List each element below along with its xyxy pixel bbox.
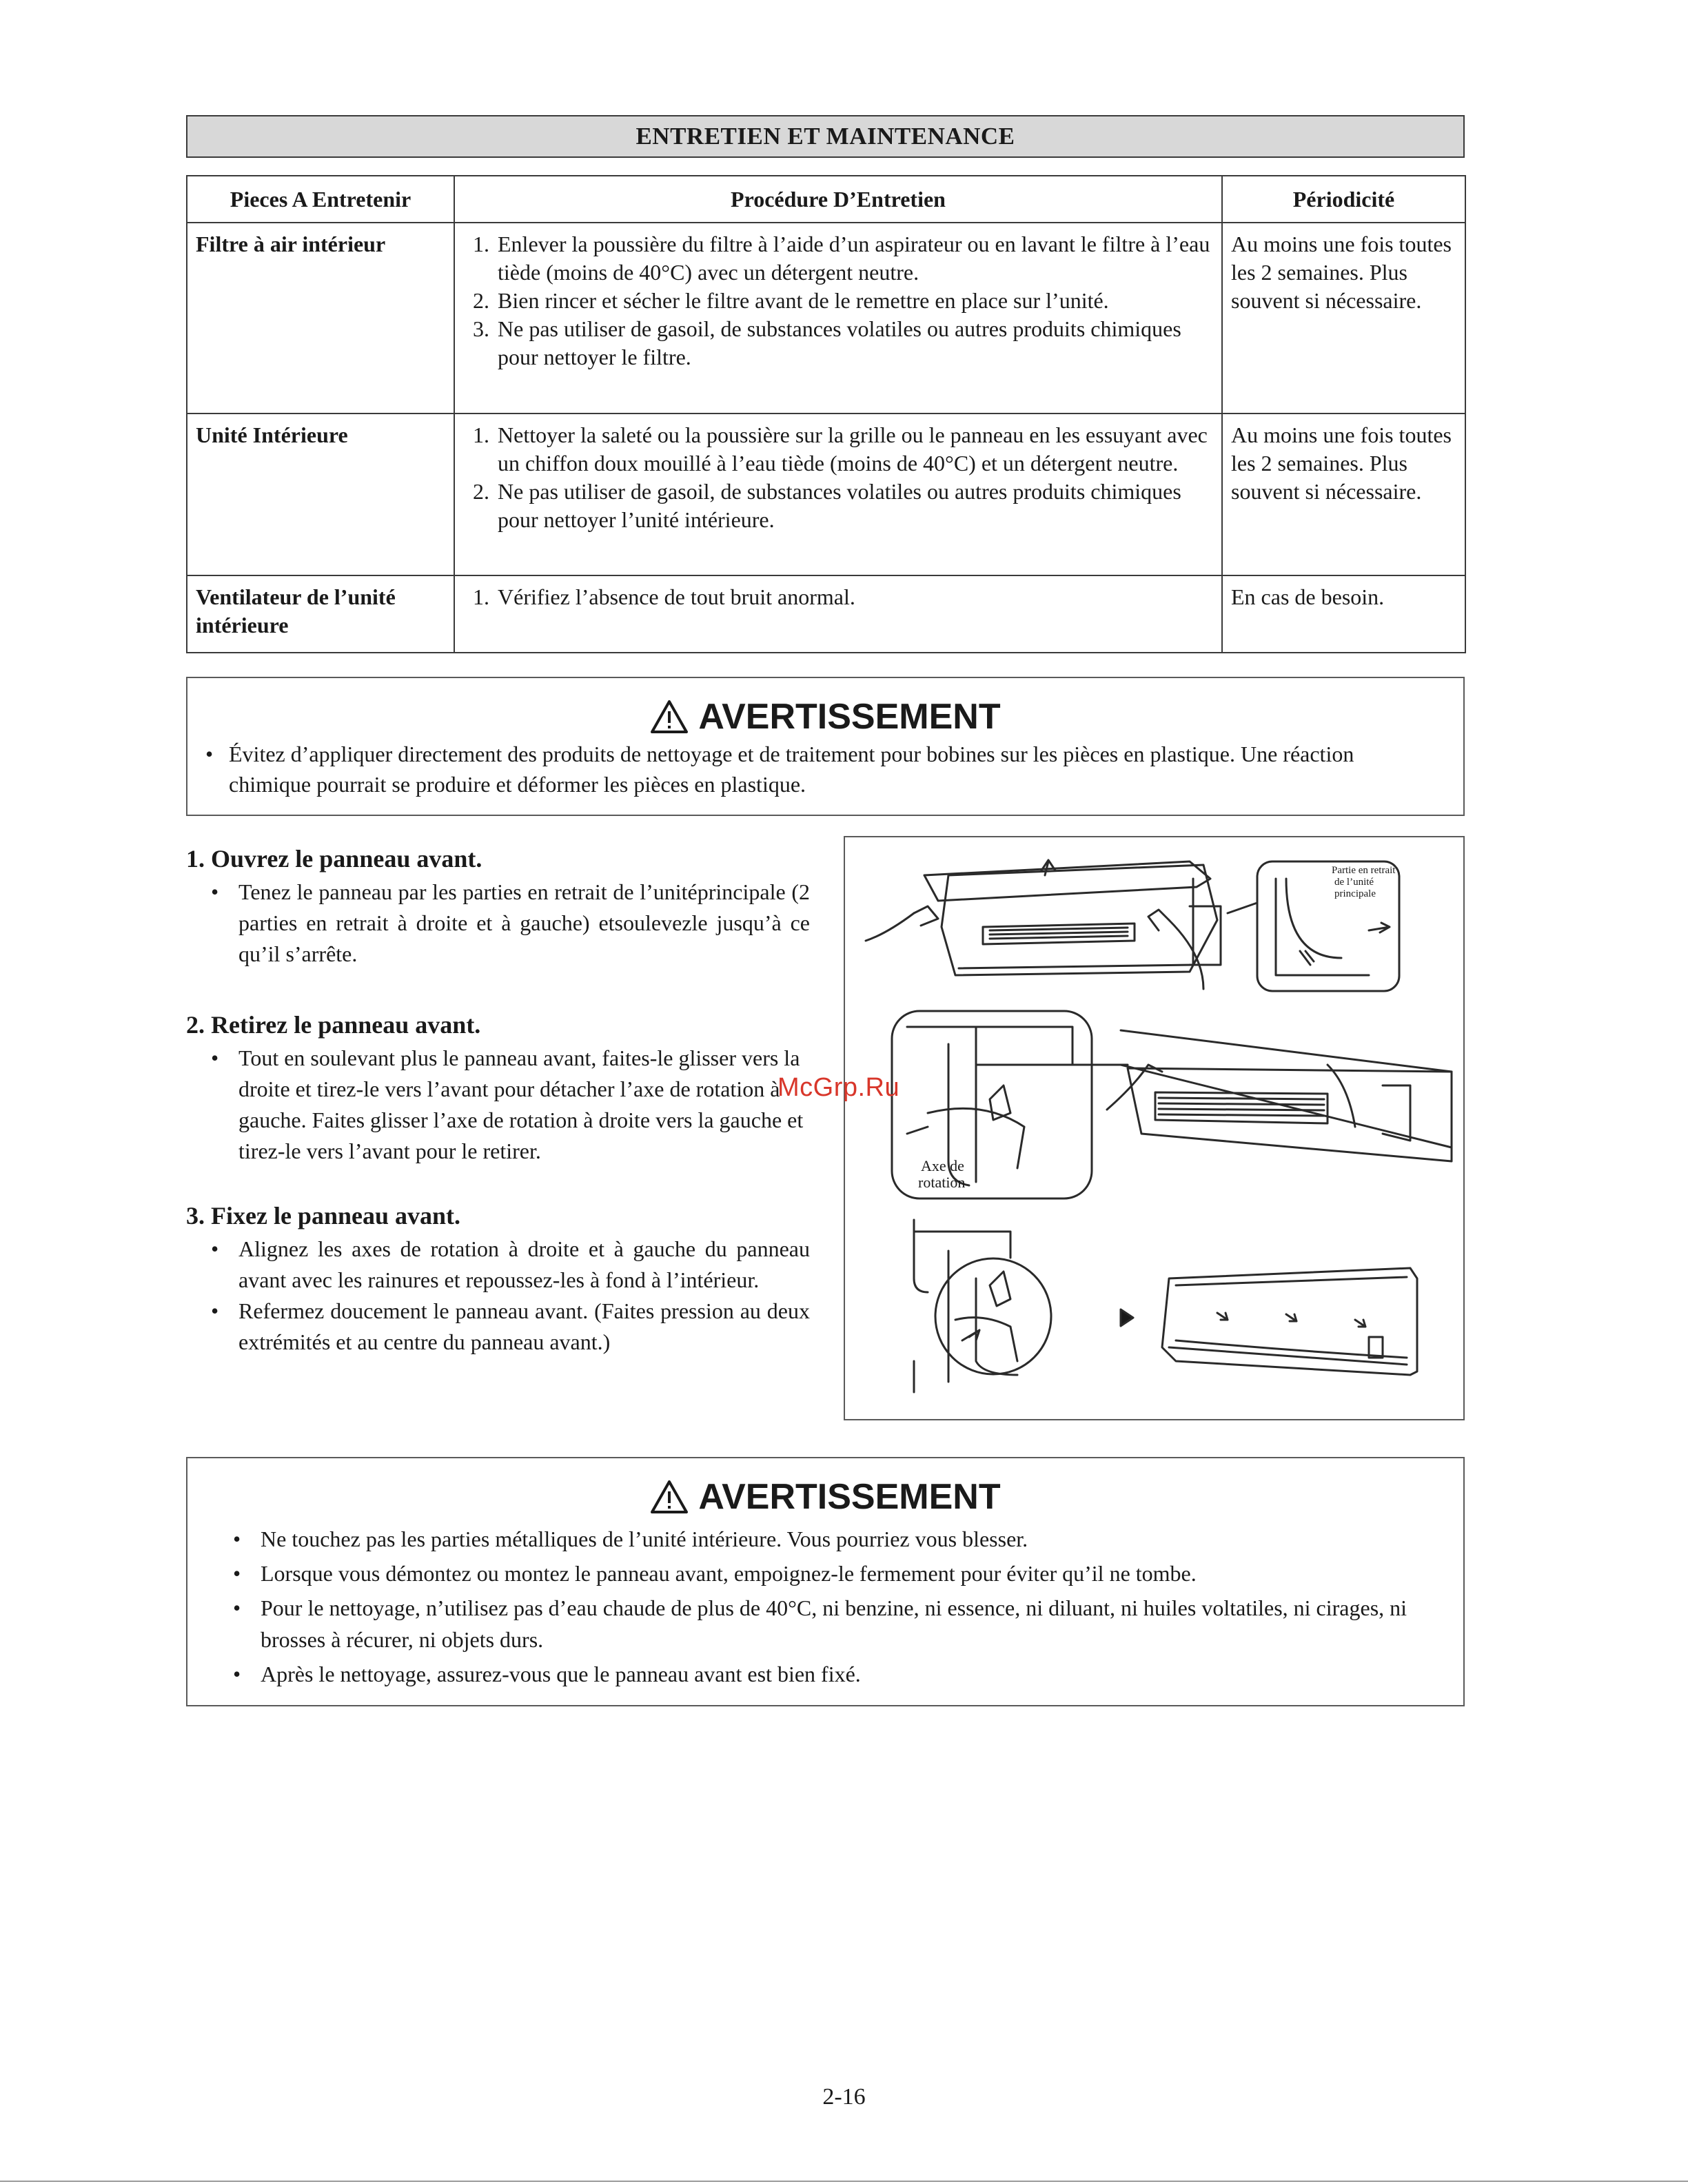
step-1 [186, 844, 810, 970]
row-part: Filtre à air intérieur [187, 223, 454, 414]
axis-label-line1: Axe de [921, 1157, 964, 1174]
warning-title [187, 696, 1463, 737]
row-part: Unité Intérieure [187, 414, 454, 575]
illustration-box [844, 836, 1465, 1420]
page-number: 2-16 [822, 2084, 866, 2110]
warning-item: • Lorsque vous démontez ou montez le panneau avant, empoignez-le fermement pour éviter qu’il ne tombe. [187, 1558, 1422, 1589]
step-heading: 2. Retirez le panneau avant. [186, 1011, 481, 1039]
row-part: Ventilateur de l’unité intérieure [187, 575, 454, 653]
row-period: Au moins une fois toutes les 2 semaines. Plus souvent si nécessaire. [1222, 223, 1465, 414]
row-procedure [454, 414, 1222, 575]
column-header-parts: Pieces A Entretenir [187, 176, 454, 223]
warning-title [187, 1476, 1463, 1518]
axis-label-line2: rotation [918, 1174, 966, 1191]
step-heading: 3. Fixez le panneau avant. [186, 1202, 461, 1229]
bottom-divider [0, 2181, 1688, 2182]
column-header-periodicity: Périodicité [1222, 176, 1465, 223]
procedure-step: 1. Nettoyer la saleté ou la poussière sur la grille ou le panneau en les essuyant avec un chiffon doux mouillé à l’eau tiède (moins de 40°C) et un détergent neutre. [495, 421, 1213, 478]
warning-item: • Pour le nettoyage, n’utilisez pas d’eau chaude de plus de 40°C, ni benzine, ni essence, ni diluant, ni huiles voltatiles, ni cirages, ni brosses à récurer, ni objets durs. [187, 1592, 1422, 1655]
panel-illustration [845, 837, 1463, 1419]
figure-fix-panel [914, 1220, 1417, 1392]
warning-box [186, 1457, 1465, 1706]
warning-title-text: AVERTISSEMENT [698, 697, 1001, 737]
callout-label-line2: de l’unité [1334, 877, 1374, 888]
table-row [187, 223, 1465, 414]
step-bullet: • Refermez doucement le panneau avant. (Faites pression au deux extrémités et au centre du panneau avant.) [186, 1296, 810, 1358]
warning-box [186, 677, 1465, 816]
procedure-step: 3. Ne pas utiliser de gasoil, de substances volatiles ou autres produits chimiques pour nettoyer le filtre. [495, 315, 1213, 371]
procedure-step: 2. Ne pas utiliser de gasoil, de substances volatiles ou autres produits chimiques pour nettoyer l’unité intérieure. [495, 478, 1213, 534]
procedure-step: 1. Enlever la poussière du filtre à l’aide d’un aspirateur ou en lavant le filtre à l’eau tiède (moins de 40°C) avec un détergent neutre. [495, 230, 1213, 287]
row-procedure [454, 223, 1222, 414]
step-bullet: • Alignez les axes de rotation à droite et à gauche du panneau avant avec les rainures et repoussez-les à fond à l’intérieur. [186, 1234, 810, 1296]
step-3 [186, 1201, 810, 1358]
row-procedure [454, 575, 1222, 653]
row-period: Au moins une fois toutes les 2 semaines. Plus souvent si nécessaire. [1222, 414, 1465, 575]
warning-item: • Ne touchez pas les parties métalliques de l’unité intérieure. Vous pourriez vous blesser. [187, 1523, 1422, 1555]
figure-open-panel [866, 860, 1221, 989]
row-period: En cas de besoin. [1222, 575, 1465, 653]
maintenance-table [186, 175, 1466, 653]
step-heading: 1. Ouvrez le panneau avant. [186, 845, 482, 872]
warning-item: • Après le nettoyage, assurez-vous que le panneau avant est bien fixé. [187, 1658, 1422, 1690]
column-header-procedure: Procédure D’Entretien [454, 176, 1222, 223]
section-title: ENTRETIEN ET MAINTENANCE [186, 115, 1465, 158]
callout-label-line1: Partie en retrait [1332, 865, 1396, 876]
warning-title-text: AVERTISSEMENT [698, 1477, 1001, 1517]
table-header-row [187, 176, 1465, 223]
warning-item: • Évitez d’appliquer directement des produits de nettoyage et de traitement pour bobines sur les pièces en plastique. Une réaction chimique pourrait se produire et déformer les pièces en plastique. [187, 739, 1436, 799]
procedure-step: 1. Vérifiez l’absence de tout bruit anormal. [495, 583, 1213, 611]
watermark: McGrp.Ru [777, 1073, 900, 1102]
figure-remove-panel [892, 1011, 1452, 1198]
step-2 [186, 1010, 810, 1167]
table-row [187, 575, 1465, 653]
procedure-step: 2. Bien rincer et sécher le filtre avant de le remettre en place sur l’unité. [495, 287, 1213, 315]
warning-triangle-icon [650, 1480, 689, 1514]
step-bullet: • Tout en soulevant plus le panneau avant, faites-le glisser vers la droite et tirez-le vers l’avant pour détacher l’axe de rotation à gauche. Faites glisser l’axe de rotation à droite vers la gauche et tirez-le vers l’avant pour le retirer. [186, 1043, 810, 1167]
step-bullet: • Tenez le panneau par les parties en retrait de l’unitéprincipale (2 parties en retrait à droite et à gauche) etsoulevezle jusqu’à ce qu’il s’arrête. [186, 877, 810, 970]
table-row [187, 414, 1465, 575]
warning-triangle-icon [650, 700, 689, 734]
callout-label-line3: principale [1334, 888, 1376, 899]
